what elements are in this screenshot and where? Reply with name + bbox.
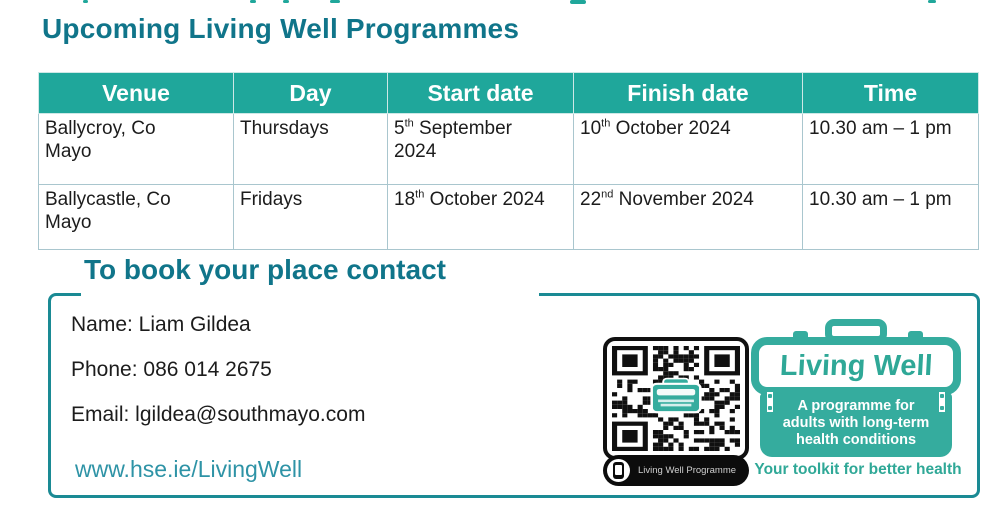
logo-subtitle-line: A programme for: [797, 398, 915, 414]
qr-caption: Living Well Programme: [638, 465, 737, 476]
start-date-cell: 18th October 2024: [388, 185, 574, 250]
clipped-text-remnant: [250, 0, 256, 3]
logo-subtitle-line: adults with long-term: [782, 415, 930, 432]
contact-heading: To book your place contact: [84, 254, 446, 285]
venue-cell: Ballycroy, Co Mayo: [39, 114, 234, 185]
col-header-venue: Venue: [39, 73, 234, 114]
col-header-time: Time: [803, 73, 979, 114]
col-header-day: Day: [234, 73, 388, 114]
logo-lid: [751, 337, 961, 395]
time-cell: 10.30 am – 1 pm: [803, 114, 979, 185]
clipped-text-remnant: [330, 0, 340, 3]
page-title: Upcoming Living Well Programmes: [42, 13, 520, 44]
logo-slogan: Your toolkit for better health: [754, 461, 962, 478]
clipped-text-remnant: [83, 0, 88, 3]
table-header-row: [39, 73, 979, 114]
day-cell: Fridays: [234, 185, 388, 250]
start-date-cell: 5th September 2024: [388, 114, 574, 185]
contact-name: Name: Liam Gildea: [71, 313, 251, 336]
col-header-start: Start date: [388, 73, 574, 114]
toolkit-clasp-icon: [764, 389, 776, 415]
living-well-logo: [751, 315, 965, 487]
website-link[interactable]: www.hse.ie/LivingWell: [75, 456, 303, 482]
contact-box: [48, 293, 980, 498]
table-row: [39, 185, 979, 250]
logo-subtitle-line: health conditions: [795, 432, 917, 449]
logo-body: [760, 393, 952, 457]
clipped-text-remnant: [928, 0, 936, 3]
contact-phone: Phone: 086 014 2675: [71, 358, 272, 381]
time-cell: 10.30 am – 1 pm: [803, 185, 979, 250]
toolkit-clasp-icon: [936, 389, 948, 415]
table-row: [39, 114, 979, 185]
clipped-text-remnant: [283, 0, 289, 3]
programmes-table: [38, 72, 979, 250]
finish-date-cell: 22nd November 2024: [574, 185, 803, 250]
day-cell: Thursdays: [234, 114, 388, 185]
qr-caption-pill: [603, 455, 749, 486]
col-header-finish: Finish date: [574, 73, 803, 114]
contact-email: Email: lgildea@southmayo.com: [71, 403, 366, 426]
phone-icon: [607, 459, 630, 482]
venue-cell: Ballycastle, Co Mayo: [39, 185, 234, 250]
finish-date-cell: 10th October 2024: [574, 114, 803, 185]
qr-pattern: [612, 346, 740, 451]
border-gap: [81, 293, 539, 296]
logo-title: Living Well: [778, 349, 934, 382]
clipped-text-remnant: [570, 0, 586, 4]
qr-code: [603, 337, 749, 460]
